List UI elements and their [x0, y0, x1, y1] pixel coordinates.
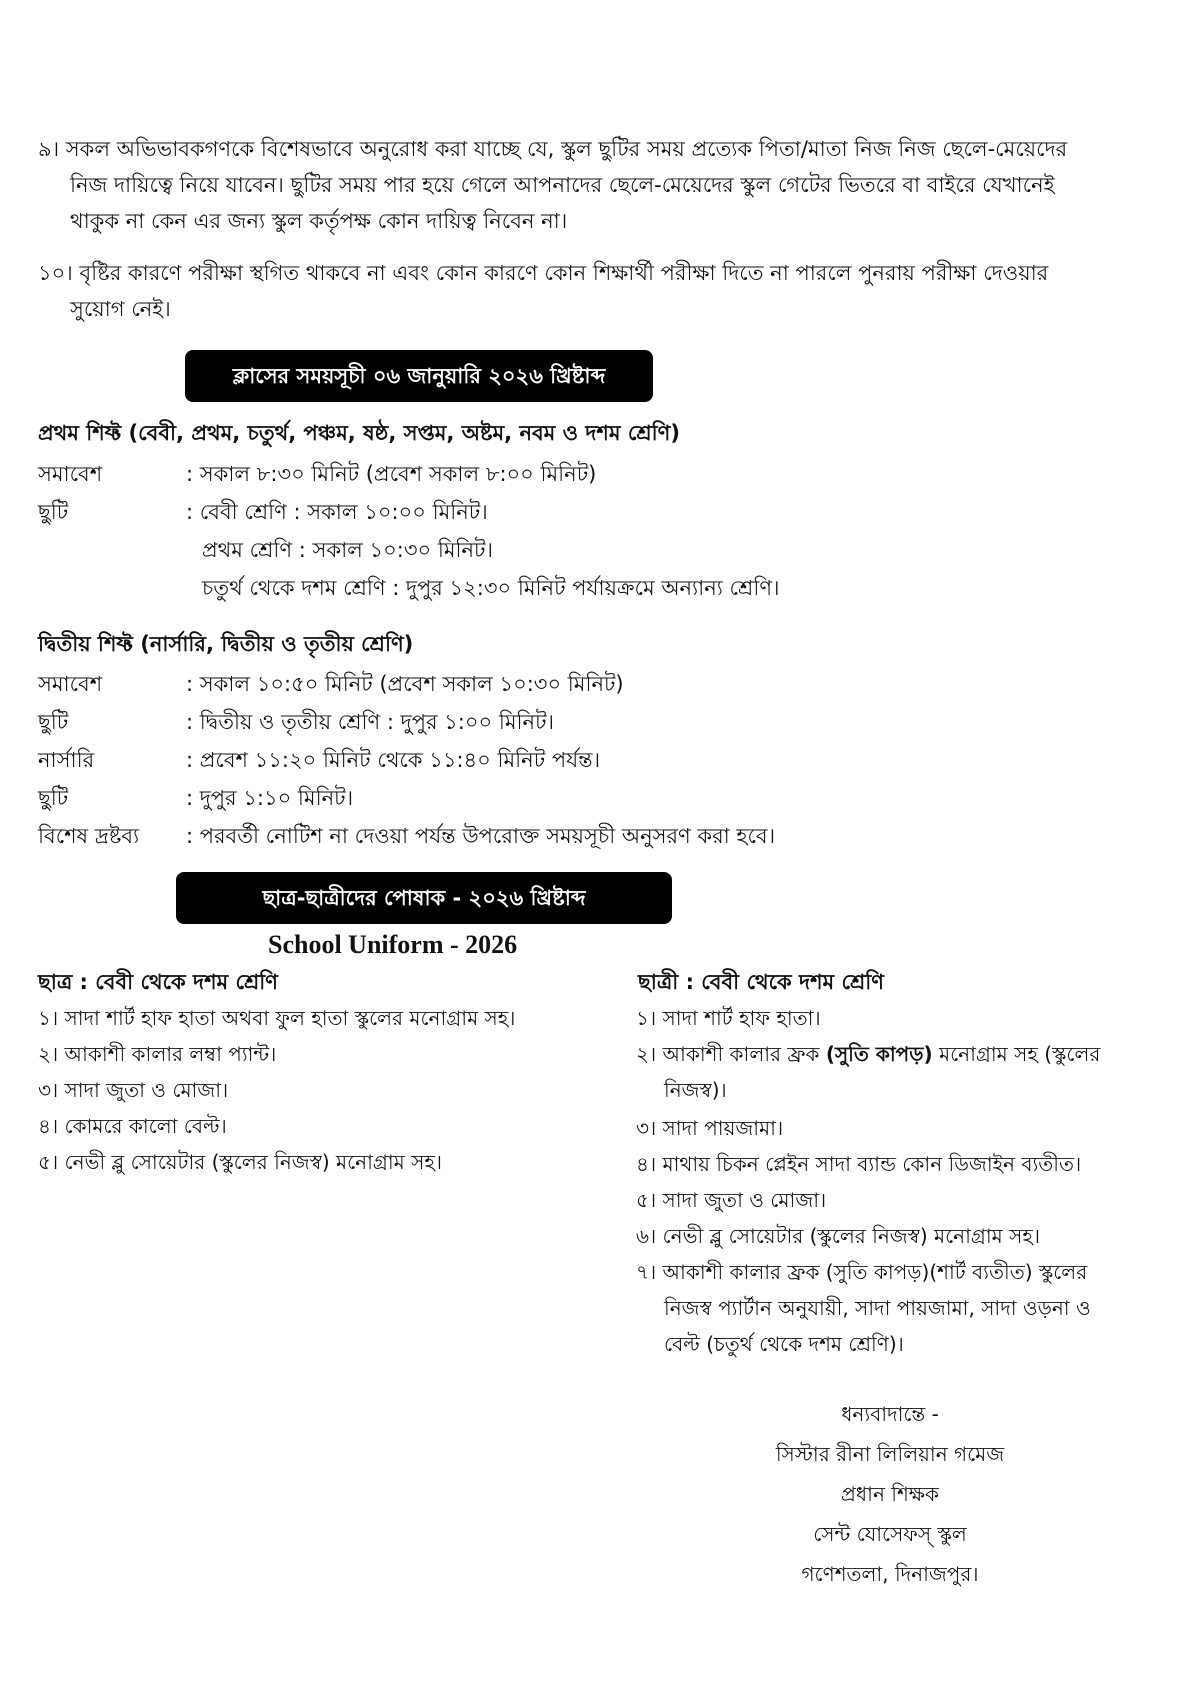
nursery-leave-value: : দুপুর ১:১০ মিনিট।: [186, 786, 354, 810]
second-shift-leave-value: : দ্বিতীয় ও তৃতীয় শ্রেণি : দুপুর ১:০০ মিনিট।: [186, 710, 555, 734]
girls-item-7-cont: বেল্ট (চতুর্থ থেকে দশম শ্রেণি)।: [664, 1332, 904, 1356]
signature-thanks: ধন্যবাদান্তে -: [841, 1402, 939, 1426]
first-shift-leave-label: ছুটি: [38, 500, 69, 524]
girls-item-2-cont: নিজস্ব)।: [664, 1078, 727, 1102]
second-shift-leave-label: ছুটি: [38, 710, 69, 734]
second-shift-assembly-label: সমাবেশ: [38, 672, 103, 696]
girls-item-2-text: ২। আকাশী কালার ফ্রক: [636, 1042, 820, 1066]
note-9-line-2: নিজ দায়িত্বে নিয়ে যাবেন। ছুটির সময় পার হয়ে গেলে আপনাদের ছেলে-মেয়েদের স্কুল গেটের ভিতরে বা বাইরে যেখানেই: [70, 173, 1055, 197]
signature-name: সিস্টার রীনা লিলিয়ান গমেজ: [775, 1442, 1005, 1466]
boys-heading: ছাত্র : বেবী থেকে দশম শ্রেণি: [38, 970, 278, 994]
signature-location: গণেশতলা, দিনাজপুর।: [801, 1562, 979, 1586]
girls-item-2-text-b: মনোগ্রাম সহ (স্কুলের: [939, 1042, 1101, 1066]
boys-item: ২। আকাশী কালার লম্বা প্যান্ট।: [38, 1042, 277, 1066]
girls-item: ৫। সাদা জুতা ও মোজা।: [636, 1188, 827, 1212]
nursery-label: নার্সারি: [38, 748, 95, 772]
first-shift-leave-first: প্রথম শ্রেণি : সকাল ১০:৩০ মিনিট।: [202, 538, 494, 562]
girls-item: ৪। মাথায় চিকন প্লেইন সাদা ব্যান্ড কোন ডিজাইন ব্যতীত।: [636, 1152, 1082, 1176]
girls-item: ৭। আকাশী কালার ফ্রক (সুতি কাপড়)(শার্ট ব্যতীত) স্কুলের: [636, 1260, 1088, 1284]
first-shift-leave-baby: : বেবী শ্রেণি : সকাল ১০:০০ মিনিট।: [186, 500, 488, 524]
first-shift-leave-fourth-tenth: চতুর্থ থেকে দশম শ্রেণি : দুপুর ১২:৩০ মিনিট পর্যায়ক্রমে অন্যান্য শ্রেণি।: [202, 576, 780, 600]
first-shift-assembly-value: : সকাল ৮:৩০ মিনিট (প্রবেশ সকাল ৮:০০ মিনিট): [186, 462, 597, 486]
special-note-value: : পরবর্তী নোটিশ না দেওয়া পর্যন্ত উপরোক্ত সময়সূচী অনুসরণ করা হবে।: [186, 824, 776, 848]
uniform-title: School Uniform - 2026: [268, 930, 518, 959]
first-shift-assembly-label: সমাবেশ: [38, 462, 103, 486]
nursery-value: : প্রবেশ ১১:২০ মিনিট থেকে ১১:৪০ মিনিট পর্যন্ত।: [186, 748, 601, 772]
boys-item: ৫। নেভী ব্লু সোয়েটার (স্কুলের নিজস্ব) মনোগ্রাম সহ।: [38, 1150, 442, 1174]
second-shift-heading: দ্বিতীয় শিফ্ট (নার্সারি, দ্বিতীয় ও তৃতীয় শ্রেণি): [38, 632, 414, 656]
first-shift-heading: প্রথম শিফ্ট (বেবী, প্রথম, চতুর্থ, পঞ্চম, ষষ্ঠ, সপ্তম, অষ্টম, নবম ও দশম শ্রেণি): [38, 421, 680, 445]
boys-item: ৪। কোমরে কালো বেল্ট।: [38, 1114, 227, 1138]
girls-item: ৩। সাদা পায়জামা।: [636, 1116, 784, 1140]
note-10-line-2: সুয়োগ নেই।: [70, 297, 171, 321]
second-shift-assembly-value: : সকাল ১০:৫০ মিনিট (প্রবেশ সকাল ১০:৩০ মিনিট): [186, 672, 624, 696]
boys-item: ১। সাদা শার্ট হাফ হাতা অথবা ফুল হাতা স্কুলের মনোগ্রাম সহ।: [38, 1006, 516, 1030]
note-9-line-1: ৯। সকল অভিভাবকগণকে বিশেষভাবে অনুরোধ করা যাচ্ছে যে, স্কুল ছুটির সময় প্রত্যেক পিতা/মাতা নিজ নিজ ছেলে-মেয়েদের: [38, 137, 1068, 161]
nursery-leave-label: ছুটি: [38, 786, 69, 810]
girls-heading: ছাত্রী : বেবী থেকে দশম শ্রেণি: [638, 970, 884, 994]
note-9-line-3: থাকুক না কেন এর জন্য স্কুল কর্তৃপক্ষ কোন দায়িত্ব নিবেন না।: [70, 209, 568, 233]
uniform-banner: ছাত্র-ছাত্রীদের পোষাক - ২০২৬ খ্রিষ্টাব্দ: [176, 872, 672, 924]
boys-item: ৩। সাদা জুতা ও মোজা।: [38, 1078, 229, 1102]
girls-item: [636, 1040, 1100, 1073]
note-10-line-1: ১০। বৃষ্টির কারণে পরীক্ষা স্থগিত থাকবে না এবং কোন কারণে কোন শিক্ষার্থী পরীক্ষা দিতে না পারলে পুনরায় পরীক্ষা দেওয়ার: [38, 261, 1049, 285]
girls-item-7-cont: নিজস্ব প্যার্টান অনুযায়ী, সাদা পায়জামা, সাদা ওড়না ও: [664, 1296, 1091, 1320]
girls-item: ১। সাদা শার্ট হাফ হাতা।: [636, 1006, 821, 1030]
signature-title: প্রধান শিক্ষক: [841, 1482, 939, 1506]
girls-item: ৬। নেভী ব্লু সোয়েটার (স্কুলের নিজস্ব) মনোগ্রাম সহ।: [636, 1224, 1041, 1248]
special-note-label: বিশেষ দ্রষ্টব্য: [38, 824, 140, 848]
signature-school: সেন্ট যোসেফস্ স্কুল: [813, 1522, 967, 1546]
schedule-banner: ক্লাসের সময়সূচী ০৬ জানুয়ারি ২০২৬ খ্রিষ্টাব্দ: [185, 350, 653, 402]
girls-item-2-bold: (সুতি কাপড়): [825, 1042, 933, 1066]
